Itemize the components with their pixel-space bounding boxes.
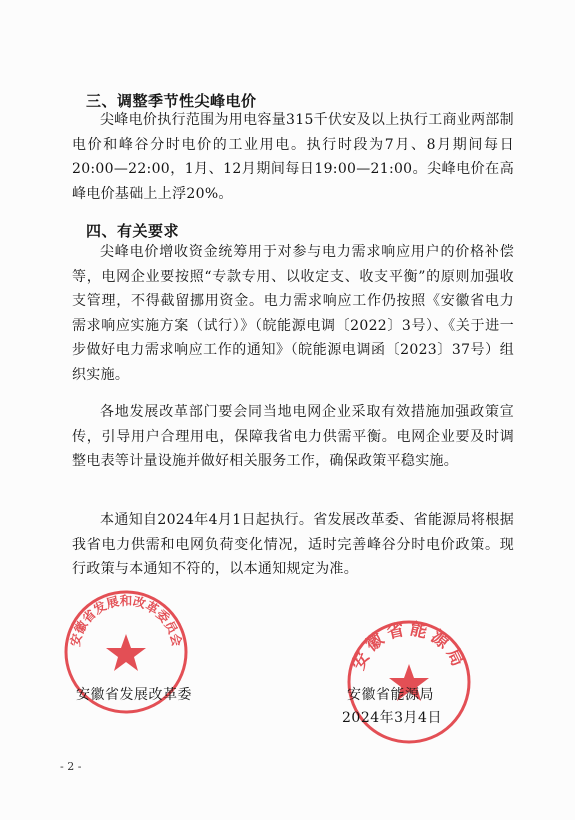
section-3-paragraph: 尖峰电价执行范围为用电容量315千伏安及以上执行工商业两部制电价和峰谷分时电价的工业用电。执行时段为7月、8月期间每日20:00—22:00，1月、12月期间每日19:00—21:00。尖峰电价在高峰电价基础上上浮20%。	[72, 112, 514, 202]
section-4-paragraph-1: 尖峰电价增收资金统筹用于对参与电力需求响应用户的价格补偿等，电网企业要按照“专款专用、以收定支、收支平衡”的原则加强收支管理，不得截留挪用资金。电力需求响应工作仍按照《安徽省电力需求响应实施方案（试行）》（皖能源电调〔2022〕3号）、《关于进一步做好电力需求响应工作的通知》（皖能源电调函〔2023〕37号）组织实施。	[72, 244, 514, 383]
right-seal-text: 安徽省能源局	[348, 619, 470, 674]
section-4-paragraph-2: 各地发展改革部门要会同当地电网企业采取有效措施加强政策宣传，引导用户合理用电，保障我省电力供需平衡。电网企业要及时调整电表等计量设施并做好相关服务工作，确保政策平稳实施。	[72, 404, 514, 469]
left-seal-text: 安徽省发展和改革委员会	[67, 592, 185, 648]
section-3-heading: 三、调整季节性尖峰电价	[86, 92, 257, 110]
star-icon	[106, 634, 146, 671]
section-4-heading: 四、有关要求	[86, 222, 180, 240]
signature-date: 2024年3月4日	[342, 710, 442, 726]
signature-energy-bureau: 安徽省能源局	[347, 687, 434, 703]
page-number: - 2 -	[60, 760, 82, 773]
signature-ndrc: 安徽省发展改革委	[76, 687, 192, 703]
svg-text:安徽省能源局	[348, 618, 470, 673]
section-4-paragraph-3: 本通知自2024年4月1日起执行。省发展改革委、省能源局将根据我省电力供需和电网负荷变化情况，适时完善峰谷分时电价政策。现行政策与本通知不符的，以本通知规定为准。	[72, 512, 514, 577]
